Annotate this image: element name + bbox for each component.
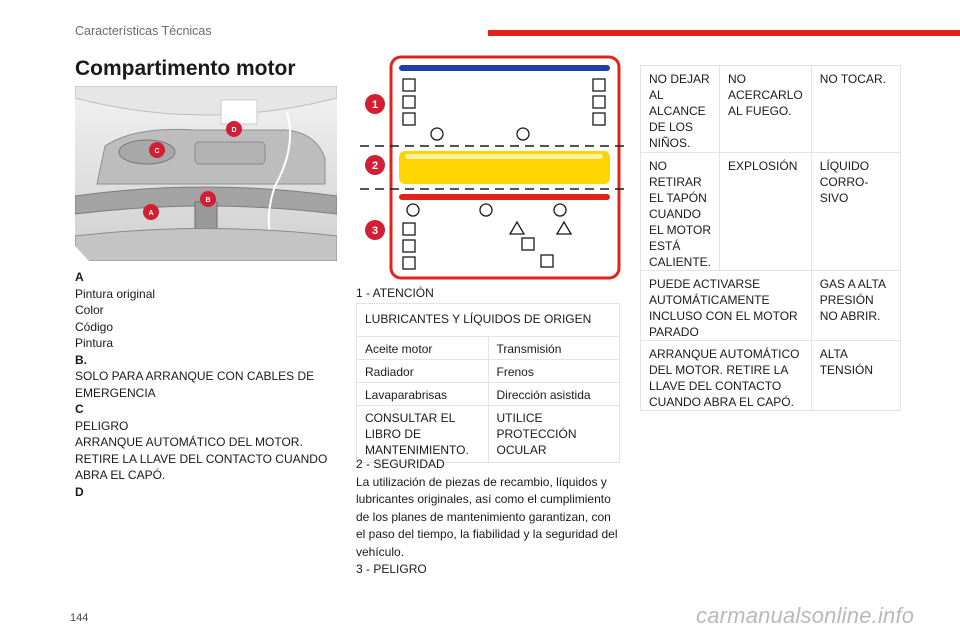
table-cell: Transmisión	[488, 337, 620, 360]
table-row	[641, 153, 901, 271]
peligro-title: 3 - PELIGRO	[356, 562, 427, 576]
table-cell: Aceite motor	[357, 337, 489, 360]
page-number: 144	[70, 612, 89, 624]
warnings-table	[640, 65, 901, 411]
section-title: Compartimento motor	[75, 57, 296, 80]
item-c-line: ARRANQUE AUTOMÁTICO DEL MOTOR. RETIRE LA LLAVE DEL CONTACTO CUANDO ABRA EL CAPÓ.	[75, 435, 328, 482]
table-row	[357, 360, 620, 383]
seguridad-title: 2 - SEGURIDAD	[356, 457, 445, 471]
svg-text:1: 1	[371, 99, 379, 111]
table-header-cell: LUBRICANTES Y LÍQUIDOS DE ORIGEN	[357, 304, 620, 337]
table-row	[357, 337, 620, 360]
table-row	[641, 341, 901, 411]
table-cell: LÍQUIDO CORROSIVO	[811, 153, 900, 271]
svg-text:B: B	[205, 197, 211, 204]
hood-sticker	[221, 100, 257, 124]
table-row	[641, 66, 901, 153]
table-cell: UTILICE PROTECCIÓN OCULAR	[488, 406, 620, 463]
table-cell: GAS A ALTA PRESIÓN NO ABRIR.	[811, 271, 900, 341]
marker-b	[200, 191, 216, 207]
callout-3	[365, 220, 385, 240]
table-cell: ARRANQUE AUTOMÁTICO DEL MOTOR. RETIRE LA LLAVE DEL CONTACTO CUANDO ABRA EL CAPÓ.	[641, 341, 812, 411]
blue-band	[399, 65, 610, 71]
marker-c	[149, 142, 165, 158]
header-accent-bar	[488, 30, 960, 36]
table-row	[641, 271, 901, 341]
svg-text:3: 3	[371, 225, 379, 237]
table-row	[357, 406, 620, 463]
item-b-letter: B.	[75, 352, 87, 367]
table-cell: Dirección asistida	[488, 383, 620, 406]
table-cell: NO RETIRAR EL TAPÓN CUANDO EL MOTOR ESTÁ CALIENTE.	[641, 153, 720, 271]
svg-text:D: D	[231, 127, 237, 134]
engine-compartment-photo	[75, 86, 337, 261]
filler-cap-area	[119, 140, 175, 164]
table-cell: Radiador	[357, 360, 489, 383]
item-d-letter: D	[75, 484, 84, 499]
table-cell: Frenos	[488, 360, 620, 383]
svg-text:A: A	[148, 210, 154, 217]
table-cell: NO ACERCARLO AL FUEGO.	[720, 66, 812, 153]
svg-text:2: 2	[371, 160, 379, 172]
table-cell: Lavaparabrisas	[357, 383, 489, 406]
table-row	[357, 304, 620, 337]
yellow-band-highlight	[405, 154, 603, 159]
item-b-text: SOLO PARA ARRANQUE CON CABLES DE EMERGENCIA	[75, 369, 315, 400]
table-cell: EXPLOSIÓN	[720, 153, 812, 271]
table-cell: NO DEJAR AL ALCANCE DE LOS NIÑOS.	[641, 66, 720, 153]
marker-d	[226, 121, 242, 137]
label-diagram-svg	[355, 50, 630, 285]
header-title: Características Técnicas	[75, 24, 212, 38]
table-cell: NO TOCAR.	[811, 66, 900, 153]
callout-2	[365, 155, 385, 175]
item-c-letter: C	[75, 402, 84, 416]
svg-text:C: C	[154, 148, 160, 155]
table-cell: ALTA TENSIÓN	[811, 341, 900, 411]
watermark: carmanualsonline.info	[696, 603, 915, 628]
item-c-line: PELIGRO	[75, 418, 129, 433]
caption-atencion: 1 - ATENCIÓN	[356, 286, 434, 300]
seguridad-body: La utilización de piezas de recambio, líquidos y lubricantes originales, así como el cumplimiento de los planes de mantenimiento garantizan, con el paso del tiempo, la fiabilidad y la seguridad del vehículo.	[356, 474, 618, 559]
item-a-line: Pintura	[75, 336, 114, 350]
table-cell: PUEDE ACTIVARSE AUTOMÁTICAMENTE INCLUSO CON EL MOTOR PARADO	[641, 271, 812, 341]
lubricants-table	[356, 303, 620, 463]
engine-illustration	[75, 86, 337, 261]
item-a-line: Pintura original	[75, 286, 156, 301]
item-a-letter: A	[75, 270, 84, 284]
table-cell: CONSULTAR EL LIBRO DE MANTENIMIENTO.	[357, 406, 489, 463]
bumper	[75, 229, 337, 262]
engine-block	[195, 142, 265, 164]
marker-a	[143, 204, 159, 220]
hood-label-diagram	[355, 50, 630, 285]
item-a-line: Código	[75, 319, 114, 334]
table-row	[357, 383, 620, 406]
red-band	[399, 194, 610, 200]
callout-1	[365, 94, 385, 114]
safety-description	[356, 456, 621, 579]
left-description	[75, 269, 340, 500]
item-a-line: Color	[75, 303, 104, 317]
